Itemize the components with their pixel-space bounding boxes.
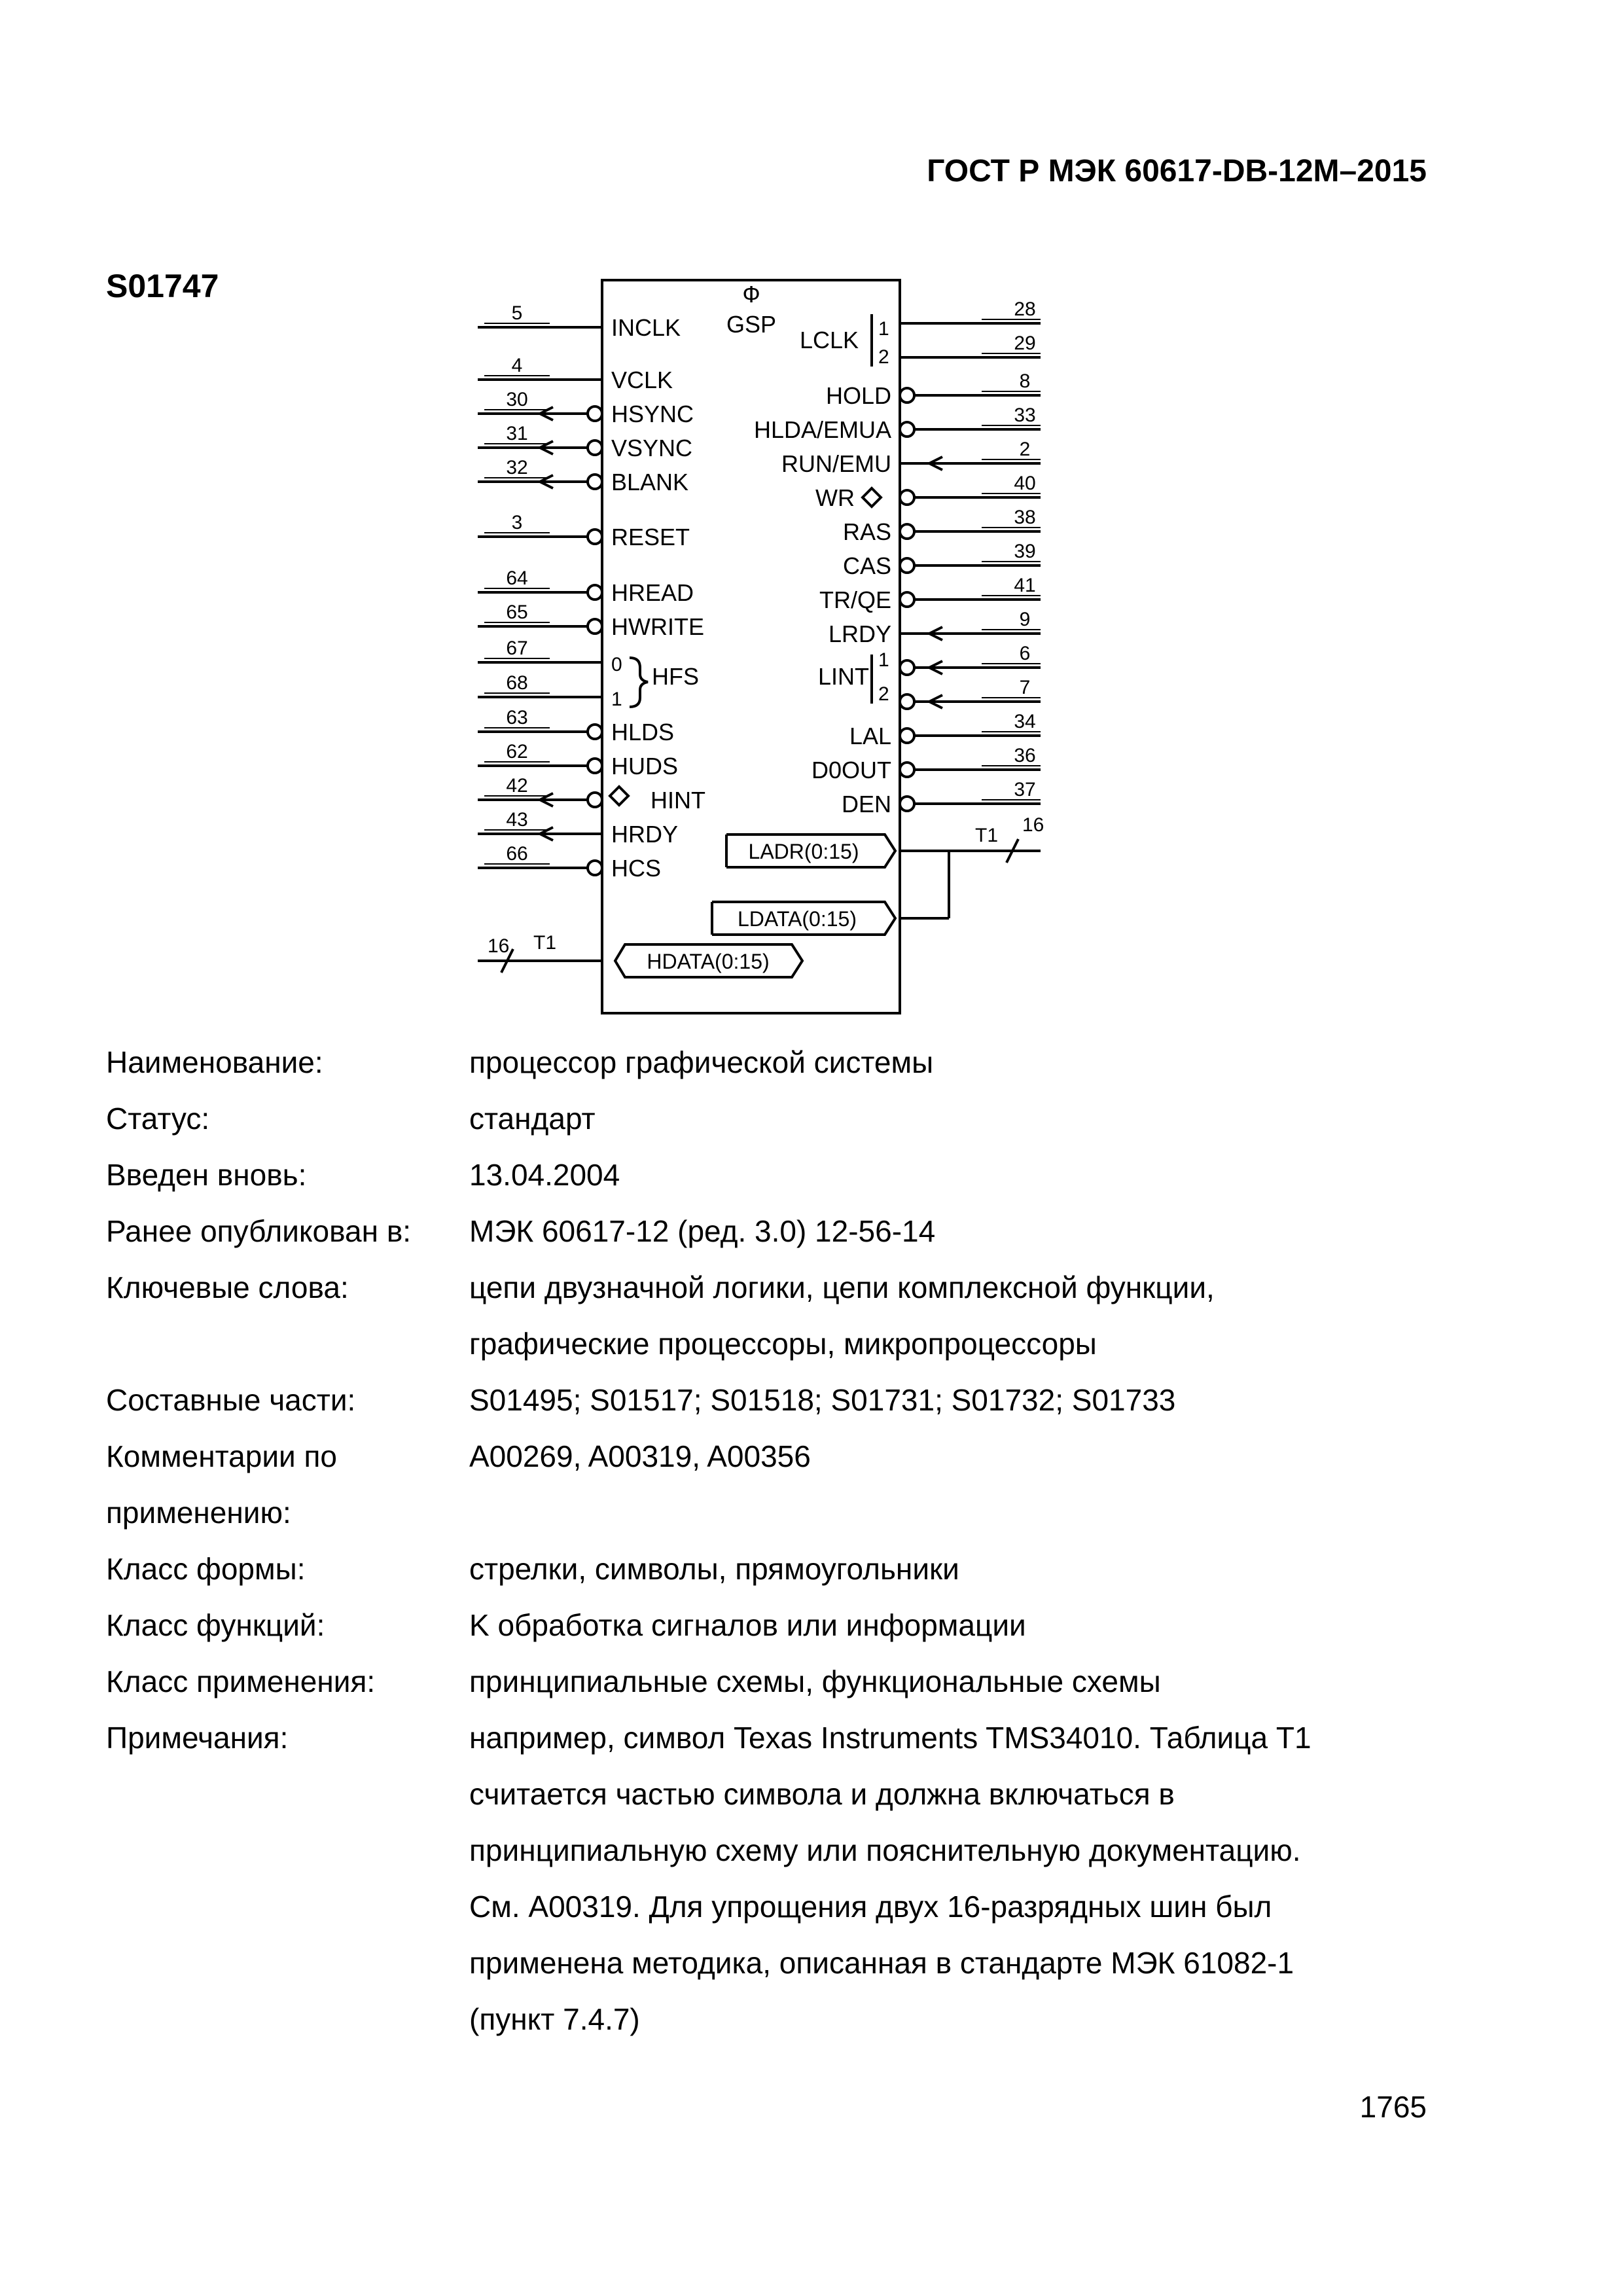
negation-circle (588, 793, 602, 807)
left-pin-number: 43 (506, 809, 528, 831)
negation-circle (900, 524, 914, 539)
negation-circle (588, 759, 602, 773)
left-pin-name: RESET (611, 524, 690, 550)
hdata-label: HDATA(0:15) (647, 950, 770, 973)
bus-width-left: 16 (488, 935, 510, 957)
property-row (106, 1428, 1448, 1484)
property-row (106, 1935, 1448, 1991)
left-pin-number: 64 (506, 567, 528, 589)
right-pin-name: TR/QE (819, 586, 891, 613)
property-key (106, 1822, 469, 1878)
property-row (106, 1766, 1448, 1822)
left-pin-name: HWRITE (611, 613, 704, 640)
right-pin-name: LRDY (828, 620, 891, 647)
property-key: Комментарии по (106, 1439, 337, 1473)
property-key: Составные части: (106, 1383, 356, 1417)
right-pin-number: 39 (1014, 541, 1036, 562)
bus-table-left: T1 (533, 932, 557, 954)
property-value: цепи двузначной логики, цепи комплексной функции, (469, 1270, 1215, 1304)
left-pin-name: HUDS (611, 753, 679, 780)
property-key: применению: (106, 1496, 291, 1530)
left-pin-number: 42 (506, 775, 528, 797)
right-pin-name: RUN/EMU (781, 450, 891, 477)
left-pin-name: 0 (611, 654, 622, 675)
left-pin-name: HCS (611, 855, 662, 882)
right-pin-name: LAL (849, 723, 891, 749)
right-pin-name: D0OUT (811, 757, 891, 783)
property-value: стандарт (469, 1102, 596, 1136)
property-row (106, 1710, 1448, 1766)
property-row (106, 1541, 1448, 1597)
right-pin-number: 9 (1019, 609, 1031, 630)
left-pin-number: 65 (506, 601, 528, 623)
lclk-sub-2: 2 (878, 346, 889, 368)
symbol-id: S01747 (106, 268, 219, 304)
property-row (106, 1484, 1448, 1541)
property-value: процессор графической системы (469, 1045, 934, 1079)
negation-circle (588, 725, 602, 739)
property-value: (пункт 7.4.7) (469, 2002, 640, 2036)
gsp-symbol-diagram (0, 0, 1623, 1034)
negation-circle (900, 660, 914, 675)
bus-table-right: T1 (975, 825, 999, 846)
ldata-label: LDATA(0:15) (738, 907, 857, 931)
right-pin-name: HOLD (825, 382, 891, 409)
left-pin-number: 3 (511, 512, 523, 533)
right-pin-number: 7 (1019, 677, 1031, 698)
wr-diamond (863, 488, 881, 507)
right-pin-name: CAS (842, 552, 891, 579)
property-row (106, 1034, 1448, 1090)
property-value: например, символ Texas Instruments TMS34010. Таблица Т1 (469, 1721, 1311, 1755)
right-pin-number: 37 (1014, 779, 1036, 800)
right-pin-number: 2 (1019, 439, 1031, 460)
left-pin-number: 31 (506, 423, 528, 444)
hfs-label: HFS (652, 663, 699, 690)
right-pin-number: 34 (1014, 711, 1036, 732)
property-key: Ранее опубликован в: (106, 1214, 412, 1248)
negation-circle (588, 861, 602, 875)
property-key: Наименование: (106, 1045, 323, 1079)
property-key: Класс функций: (106, 1608, 325, 1642)
property-value: 13.04.2004 (469, 1158, 620, 1192)
property-key (106, 1766, 469, 1822)
left-pin-number: 62 (506, 741, 528, 762)
page-number: 1765 (1359, 2090, 1427, 2124)
property-row (106, 1653, 1448, 1710)
document-header: ГОСТ Р МЭК 60617-DB-12M–2015 (927, 154, 1427, 188)
right-pin-number: 8 (1019, 370, 1031, 392)
property-value: стрелки, символы, прямоугольники (469, 1552, 959, 1586)
lint-label: LINT (818, 663, 870, 690)
negation-circle (900, 762, 914, 777)
negation-circle (588, 585, 602, 600)
left-pin-name: VCLK (611, 367, 673, 393)
property-key (106, 1878, 469, 1935)
property-value: принципиальную схему или пояснительную документацию. (469, 1833, 1301, 1867)
left-pin-number: 32 (506, 457, 528, 478)
property-value: МЭК 60617-12 (ред. 3.0) 12-56-14 (469, 1214, 936, 1248)
negation-circle (588, 406, 602, 421)
right-pin-number: 40 (1014, 473, 1036, 494)
property-key (106, 1935, 469, 1991)
negation-circle (588, 440, 602, 455)
property-value: применена методика, описанная в стандарте МЭК 61082-1 (469, 1946, 1294, 1980)
left-pin-name: 1 (611, 689, 622, 710)
hint-diamond (610, 787, 628, 805)
left-pin-name: HREAD (611, 579, 694, 606)
negation-circle (588, 475, 602, 489)
lint-sub-2: 2 (878, 683, 889, 705)
right-pin-number: 28 (1014, 298, 1036, 320)
property-row (106, 1372, 1448, 1428)
negation-circle (900, 728, 914, 743)
left-pin-name: VSYNC (611, 435, 693, 461)
left-pin-name: INCLK (611, 314, 681, 341)
negation-circle (900, 558, 914, 573)
property-value: См. A00319. Для упрощения двух 16-разрядных шин был (469, 1890, 1272, 1924)
property-row (106, 1203, 1448, 1259)
negation-circle (900, 388, 914, 403)
right-pin-number: 33 (1014, 404, 1036, 426)
property-row (106, 1878, 1448, 1935)
left-pin-number: 5 (511, 302, 523, 324)
negation-circle (588, 529, 602, 544)
hfs-brace (630, 658, 648, 707)
left-pin-name: HINT (651, 787, 705, 814)
lclk-sub-1: 1 (878, 318, 889, 340)
right-pin-number: 38 (1014, 507, 1036, 528)
property-row (106, 1991, 1448, 2047)
property-key: Примечания: (106, 1721, 289, 1755)
left-pin-number: 67 (506, 637, 528, 659)
negation-circle (900, 592, 914, 607)
left-pin-number: 68 (506, 672, 528, 694)
property-row (106, 1316, 1448, 1372)
left-pin-number: 63 (506, 707, 528, 728)
property-row (106, 1259, 1448, 1316)
function-name: GSP (726, 311, 777, 338)
property-value (469, 1484, 1448, 1541)
property-key: Ключевые слова: (106, 1270, 349, 1304)
left-pin-number: 30 (506, 389, 528, 410)
function-qualifier: Ф (742, 281, 760, 308)
bus-width-right: 16 (1022, 814, 1044, 836)
negation-circle (900, 694, 914, 709)
property-value: принципиальные схемы, функциональные схемы (469, 1664, 1161, 1698)
property-key: Класс применения: (106, 1664, 376, 1698)
property-row (106, 1090, 1448, 1147)
right-pin-name: WR (815, 484, 855, 511)
right-pin-number: 6 (1019, 643, 1031, 664)
property-row (106, 1822, 1448, 1878)
property-key (106, 1991, 469, 2047)
lint-sub-1: 1 (878, 649, 889, 671)
property-value: K обработка сигналов или информации (469, 1608, 1026, 1642)
right-pin-name: DEN (841, 791, 891, 817)
left-pin-number: 66 (506, 843, 528, 865)
property-row (106, 1147, 1448, 1203)
right-pin-name: HLDA/EMUA (753, 416, 891, 443)
left-pin-name: BLANK (611, 469, 689, 495)
property-value: S01495; S01517; S01518; S01731; S01732; S01733 (469, 1383, 1176, 1417)
negation-circle (900, 490, 914, 505)
ladr-label: LADR(0:15) (748, 840, 859, 863)
property-value: графические процессоры, микропроцессоры (469, 1327, 1097, 1361)
property-key (106, 1316, 469, 1372)
right-pin-number: 36 (1014, 745, 1036, 766)
property-value: A00269, A00319, A00356 (469, 1439, 811, 1473)
left-pin-number: 4 (511, 355, 523, 376)
right-pin-number: 29 (1014, 332, 1036, 354)
property-value: считается частью символа и должна включаться в (469, 1777, 1175, 1811)
left-pin-name: HRDY (611, 821, 679, 848)
left-pin-name: HLDS (611, 719, 675, 745)
left-pin-name: HSYNC (611, 401, 694, 427)
right-pin-number: 41 (1014, 575, 1036, 596)
right-pin-name: RAS (842, 518, 891, 545)
property-key: Статус: (106, 1102, 210, 1136)
negation-circle (900, 422, 914, 437)
property-key: Введен вновь: (106, 1158, 307, 1192)
properties-table (106, 1034, 1448, 2047)
property-row (106, 1597, 1448, 1653)
property-key: Класс формы: (106, 1552, 306, 1586)
negation-circle (588, 619, 602, 634)
negation-circle (900, 797, 914, 811)
lclk-label: LCLK (800, 327, 859, 353)
